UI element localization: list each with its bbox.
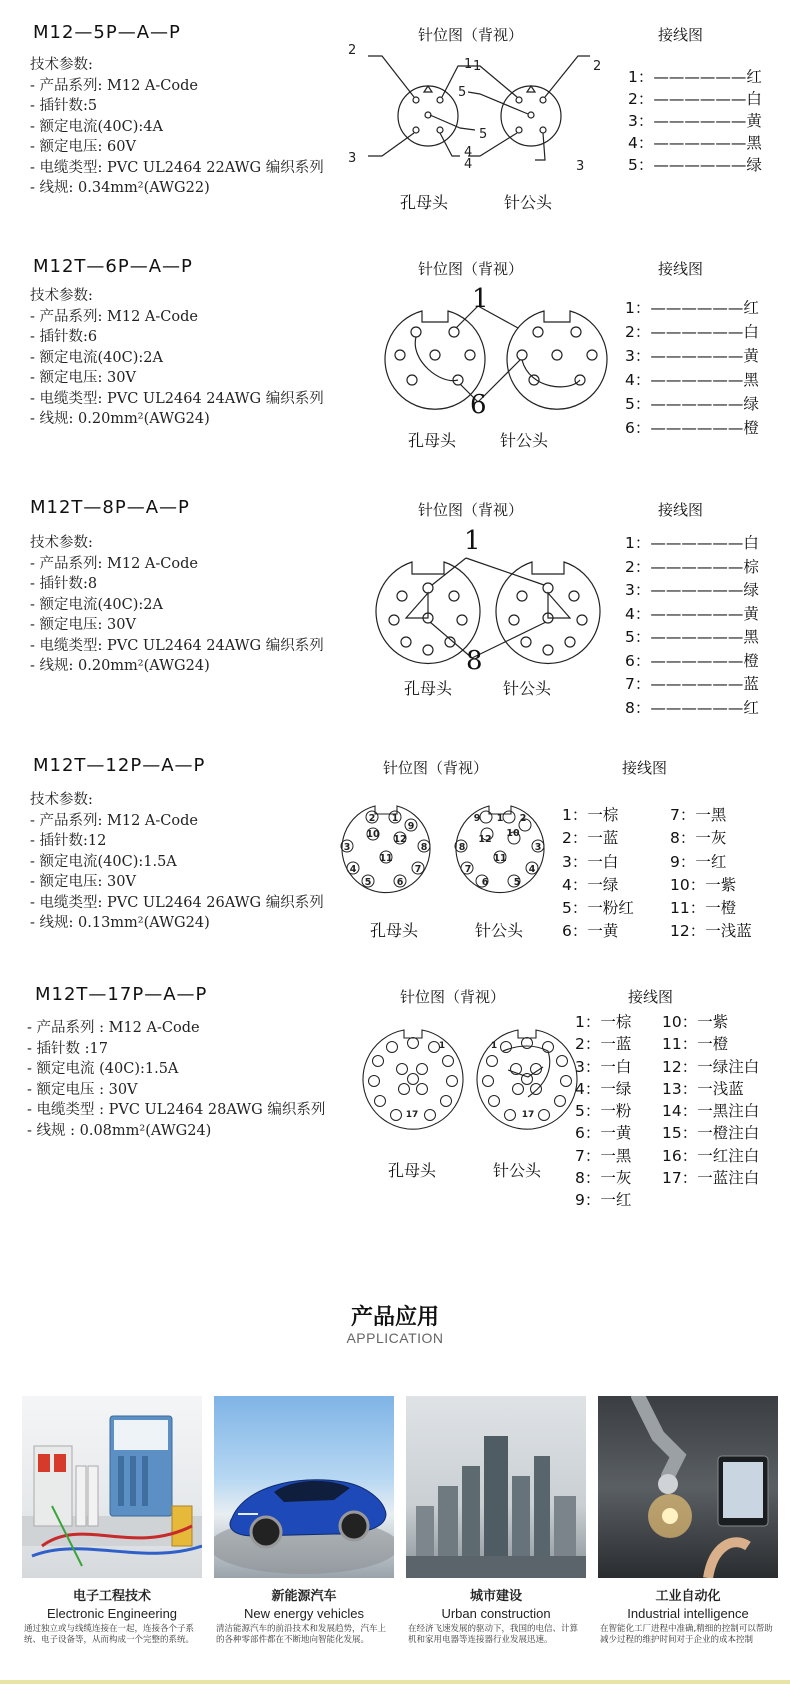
spec-line: 技术参数: (30, 57, 93, 73)
pin-diagram-heading: 针位图（背视） (400, 988, 506, 1006)
spec-line: - 产品系列: M12 A-Code (30, 77, 198, 94)
wiring-heading: 接线图 (658, 260, 704, 278)
pin-hole (443, 1056, 454, 1067)
urban-construction-image (406, 1396, 586, 1578)
pin-number: 10 (506, 828, 520, 839)
pin-hole (399, 1084, 410, 1095)
model-title: M12T—8P—A—P (30, 497, 190, 518)
wire-item: 16：一红注白 (662, 1146, 760, 1165)
model-title: M12T—6P—A—P (33, 256, 193, 277)
spec-line: - 额定电流(40C):2A (30, 349, 163, 366)
wire-item: 5：一粉红 (562, 899, 634, 918)
spec-line: - 产品系列 : M12 A-Code (27, 1020, 200, 1036)
spec-line: - 额定电流(40C):2A (30, 596, 163, 613)
new-energy-vehicle-image (214, 1396, 394, 1578)
spec-line: - 电缆类型: PVC UL2464 24AWG 编织系列 (30, 637, 324, 654)
pin-diagram-heading: 针位图（背视） (383, 759, 489, 777)
spec-line: - 线规: 0.13mm²(AWG24) (30, 915, 210, 931)
pin-number: 2 (593, 59, 602, 74)
pin-hole (369, 1076, 380, 1087)
spec-line: - 额定电压: 30V (30, 874, 136, 890)
pin-number: 12 (478, 834, 492, 845)
model-title: M12T—12P—A—P (33, 755, 206, 776)
wire-item: 15：一橙注白 (662, 1124, 760, 1143)
card-description: 在智能化工厂进程中准确,精细的控制可以帮助减少过程的维护时间对于企业的成本控制 (600, 1624, 773, 1645)
pin-number: 11 (493, 853, 507, 864)
pin-number: 7 (464, 864, 472, 875)
pin-number: 5 (458, 85, 467, 100)
pin-hole (522, 1038, 533, 1049)
pin-number: 1 (473, 59, 482, 74)
pin-number: 1 (391, 813, 399, 824)
pin-number: 17 (521, 1110, 535, 1120)
spec-line: - 产品系列: M12 A-Code (30, 812, 198, 829)
wiring-list (625, 532, 759, 720)
pin-number: 3 (343, 842, 351, 853)
wire-item: 17：一蓝注白 (662, 1169, 760, 1188)
spec-line: - 电缆类型 : PVC UL2464 28AWG 编织系列 (27, 1102, 326, 1118)
wire-item: 2：——————白 (625, 323, 759, 341)
electronic-engineering-image (22, 1396, 202, 1578)
pin-hole (408, 1074, 419, 1085)
wire-item: 12：一浅蓝 (670, 922, 752, 941)
pin-diagram-heading: 针位图（背视） (418, 501, 524, 519)
card-title-cn: 新能源汽车 (271, 1589, 337, 1604)
wire-item: 1：一棕 (562, 806, 619, 824)
spec-line: - 电缆类型: PVC UL2464 24AWG 编织系列 (30, 390, 324, 407)
spec-line: - 线规 : 0.08mm²(AWG24) (27, 1122, 212, 1139)
spec-list (30, 790, 324, 934)
pin-number: 1 (438, 1041, 446, 1051)
pin-hole (397, 1064, 408, 1075)
pin-number: 4 (528, 864, 536, 875)
pin-number: 5 (513, 877, 521, 888)
application-card-vehicles (214, 1396, 394, 1646)
spec-line: - 额定电压: 60V (30, 139, 136, 155)
spec-line: - 线规: 0.20mm²(AWG24) (30, 658, 210, 674)
wire-item: 7：一黑 (575, 1146, 632, 1165)
spec-line: 技术参数: (30, 535, 93, 551)
pin-callout: 8 (466, 646, 483, 676)
wire-item: 5：——————绿 (628, 156, 762, 174)
pin-hole (505, 1110, 516, 1121)
female-label: 孔母头 (370, 921, 419, 940)
pin-number: 10 (366, 829, 380, 840)
male-label: 针公头 (500, 431, 549, 450)
wiring-list-col1 (562, 804, 634, 944)
wire-item: 10：一紫 (662, 1013, 729, 1031)
pin-hole (561, 1076, 572, 1087)
wiring-heading: 接线图 (622, 759, 668, 777)
wire-item: 8：一灰 (670, 829, 727, 848)
wire-item: 7：——————蓝 (625, 675, 759, 693)
pin-number: 4 (464, 157, 473, 172)
pin-number: 7 (414, 864, 422, 875)
female-label: 孔母头 (408, 431, 457, 450)
pin-number: 8 (458, 842, 466, 853)
wire-item: 14：一黑注白 (662, 1102, 760, 1121)
industrial-automation-image (598, 1396, 778, 1578)
wire-item: 5：一粉 (575, 1102, 632, 1121)
wire-item: 8：——————红 (625, 698, 759, 717)
card-title-cn: 工业自动化 (655, 1589, 721, 1604)
application-card-electronic (22, 1396, 202, 1646)
wire-item: 12：一绿注白 (662, 1057, 760, 1076)
spec-line: - 额定电压: 30V (30, 370, 136, 386)
female-label: 孔母头 (404, 679, 453, 698)
wire-item: 3：一白 (575, 1057, 632, 1076)
application-subtitle: APPLICATION (346, 1330, 444, 1346)
pin-number: 6 (481, 877, 489, 888)
pin-number: 3 (348, 151, 357, 166)
pin-hole (557, 1056, 568, 1067)
pin-hole (480, 811, 492, 823)
application-card-industrial (598, 1396, 778, 1646)
pin-hole (373, 1056, 384, 1067)
spec-line: - 产品系列: M12 A-Code (30, 555, 198, 572)
wiring-heading: 接线图 (658, 26, 704, 44)
wire-item: 2：——————棕 (625, 557, 759, 576)
pin-diagram-12p (335, 800, 555, 900)
wire-item: 8：一灰 (575, 1169, 632, 1188)
pin-callout: 1 (464, 526, 481, 556)
spec-line: - 线规: 0.34mm²(AWG22) (30, 180, 210, 196)
pin-hole (391, 1110, 402, 1121)
pin-callout: 1 (472, 284, 489, 314)
application-title: 产品应用 (350, 1305, 439, 1330)
wire-item: 1：——————红 (625, 299, 759, 317)
wiring-list (625, 296, 759, 440)
male-label: 针公头 (493, 1161, 542, 1180)
pin-diagram-17p (358, 1025, 578, 1135)
wire-item: 7：一黑 (670, 806, 727, 824)
male-label: 针公头 (504, 193, 553, 212)
spec-line: - 额定电压 : 30V (27, 1081, 138, 1098)
application-card-urban (406, 1396, 586, 1646)
pin-diagram-heading: 针位图（背视） (418, 260, 524, 278)
spec-line: - 插针数:8 (30, 576, 98, 592)
pin-hole (483, 1076, 494, 1087)
wire-item: 6：一黄 (562, 922, 619, 941)
wire-item: 3：——————绿 (625, 581, 759, 599)
wire-item: 4：——————黑 (628, 134, 762, 152)
spec-line: - 插针数 :17 (27, 1040, 108, 1057)
wire-item: 2：——————白 (628, 90, 762, 108)
wire-item: 3：——————黄 (628, 112, 762, 130)
pin-hole (489, 1096, 500, 1107)
pin-hole (417, 1084, 428, 1095)
pin-hole (408, 1038, 419, 1049)
spec-line: - 线规: 0.20mm²(AWG24) (30, 411, 210, 427)
spec-line: - 额定电流 (40C):1.5A (27, 1061, 179, 1077)
wire-item: 6：——————橙 (625, 419, 759, 437)
wiring-list-col2 (662, 1011, 759, 1189)
wire-item: 10：一紫 (670, 875, 737, 894)
pin-number: 2 (368, 813, 376, 824)
pin-hole (555, 1096, 566, 1107)
wire-item: 11：一橙 (662, 1035, 729, 1054)
pin-number: 4 (464, 145, 473, 160)
pin-hole (513, 1084, 524, 1095)
pin-hole (522, 1074, 533, 1085)
pin-hole (387, 1042, 398, 1053)
wire-item: 1：——————红 (628, 68, 762, 86)
pin-number: 1 (464, 57, 473, 72)
wiring-heading: 接线图 (658, 501, 704, 519)
pin-number: 2 (348, 43, 357, 58)
card-title-en: New energy vehicles (244, 1606, 364, 1621)
spec-line: - 额定电压: 30V (30, 617, 136, 633)
wire-item: 4：——————黑 (625, 371, 759, 389)
card-description: 通过独立或与线缆连接在一起，连接各个子系统、电子设备等，从而构成一个完整的系统。 (24, 1624, 195, 1645)
pin-number: 9 (473, 813, 481, 824)
spec-list (30, 286, 324, 430)
spec-line: - 插针数:5 (30, 98, 98, 114)
pin-number: 3 (534, 842, 542, 853)
pin-number: 5 (479, 127, 488, 142)
wire-item: 4：——————黄 (625, 604, 759, 623)
pin-number: 8 (420, 842, 428, 853)
wire-item: 1：——————白 (625, 534, 759, 552)
wire-item: 3：——————黄 (625, 347, 759, 365)
pin-number: 11 (379, 853, 393, 864)
card-description: 清洁能源汽车的前沿技术和发展趋势，汽车上的各种零部件都在不断地向智能化发展。 (216, 1624, 387, 1645)
card-title-en: Electronic Engineering (46, 1606, 178, 1621)
model-title: M12—5P—A—P (33, 22, 181, 43)
spec-list (30, 533, 324, 677)
spec-line: - 产品系列: M12 A-Code (30, 308, 198, 325)
wiring-list-col1 (575, 1011, 631, 1212)
card-title-cn: 城市建设 (469, 1589, 522, 1604)
spec-list (27, 1018, 325, 1141)
pin-number: 4 (349, 864, 357, 875)
wire-item: 3：一白 (562, 852, 619, 871)
pin-hole (447, 1076, 458, 1087)
spec-line: - 额定电流(40C):4A (30, 118, 163, 135)
pin-hole (503, 811, 515, 823)
wire-item: 6：一黄 (575, 1124, 632, 1143)
pin-diagram-5p (348, 43, 602, 178)
section-m12-5p (0, 0, 790, 230)
wire-item: 2：一蓝 (575, 1035, 632, 1054)
wiring-list (628, 66, 762, 176)
spec-line: - 电缆类型: PVC UL2464 26AWG 编织系列 (30, 894, 324, 911)
card-title-en: Industrial intelligence (627, 1606, 749, 1621)
pin-diagram-heading: 针位图（背视） (418, 26, 524, 44)
pin-hole (441, 1096, 452, 1107)
spec-line: 技术参数: (30, 792, 93, 808)
pin-hole (487, 1056, 498, 1067)
wire-item: 1：一棕 (575, 1013, 632, 1031)
wire-item: 9：一红 (670, 852, 727, 871)
pin-hole (429, 1042, 440, 1053)
pin-callout: 6 (470, 390, 487, 420)
wire-item: 5：——————黑 (625, 628, 759, 646)
pin-number: 17 (405, 1110, 419, 1120)
pin-hole (425, 1110, 436, 1121)
wire-item: 11：一橙 (670, 899, 737, 918)
bottom-accent-bar (0, 1680, 790, 1684)
model-title: M12T—17P—A—P (35, 984, 208, 1005)
wire-item: 2：一蓝 (562, 829, 619, 848)
spec-line: - 插针数:12 (30, 833, 107, 849)
pin-number: 5 (364, 877, 372, 888)
pin-number: 2 (519, 813, 527, 824)
spec-line: - 电缆类型: PVC UL2464 22AWG 编织系列 (30, 159, 324, 176)
spec-line: 技术参数: (30, 288, 93, 304)
pin-number: 3 (576, 159, 585, 174)
wire-item: 4：一绿 (562, 875, 619, 894)
wire-item: 13：一浅蓝 (662, 1079, 744, 1098)
pin-hole (531, 1084, 542, 1095)
female-label: 孔母头 (388, 1161, 437, 1180)
pin-number: 6 (396, 877, 404, 888)
pin-diagram-6p (380, 300, 600, 420)
pin-hole (539, 1110, 550, 1121)
wire-item: 4：一绿 (575, 1079, 632, 1098)
female-label: 孔母头 (400, 193, 449, 212)
spec-line: - 插针数:6 (30, 329, 98, 345)
pin-hole (501, 1042, 512, 1053)
male-label: 针公头 (475, 921, 524, 940)
card-description: 在经济飞速发展的驱动下，我国的电信、计算机和家用电器等连接器行业发展迅速。 (408, 1624, 579, 1645)
wire-item: 5：——————绿 (625, 395, 759, 413)
card-title-en: Urban construction (441, 1606, 551, 1621)
wiring-heading: 接线图 (628, 988, 674, 1006)
spec-list (30, 55, 324, 199)
wire-item: 9：一红 (575, 1191, 632, 1210)
spec-line: - 额定电流(40C):1.5A (30, 853, 177, 870)
pin-number: 1 (490, 1041, 498, 1051)
pin-hole (375, 1096, 386, 1107)
male-label: 针公头 (503, 679, 552, 698)
pin-number: 9 (407, 821, 415, 832)
card-title-cn: 电子工程技术 (72, 1589, 151, 1604)
pin-hole (417, 1064, 428, 1075)
pin-number: 12 (393, 834, 407, 845)
wire-item: 6：——————橙 (625, 651, 759, 670)
pin-number: 1 (496, 813, 504, 824)
wiring-list-col2 (670, 804, 752, 944)
